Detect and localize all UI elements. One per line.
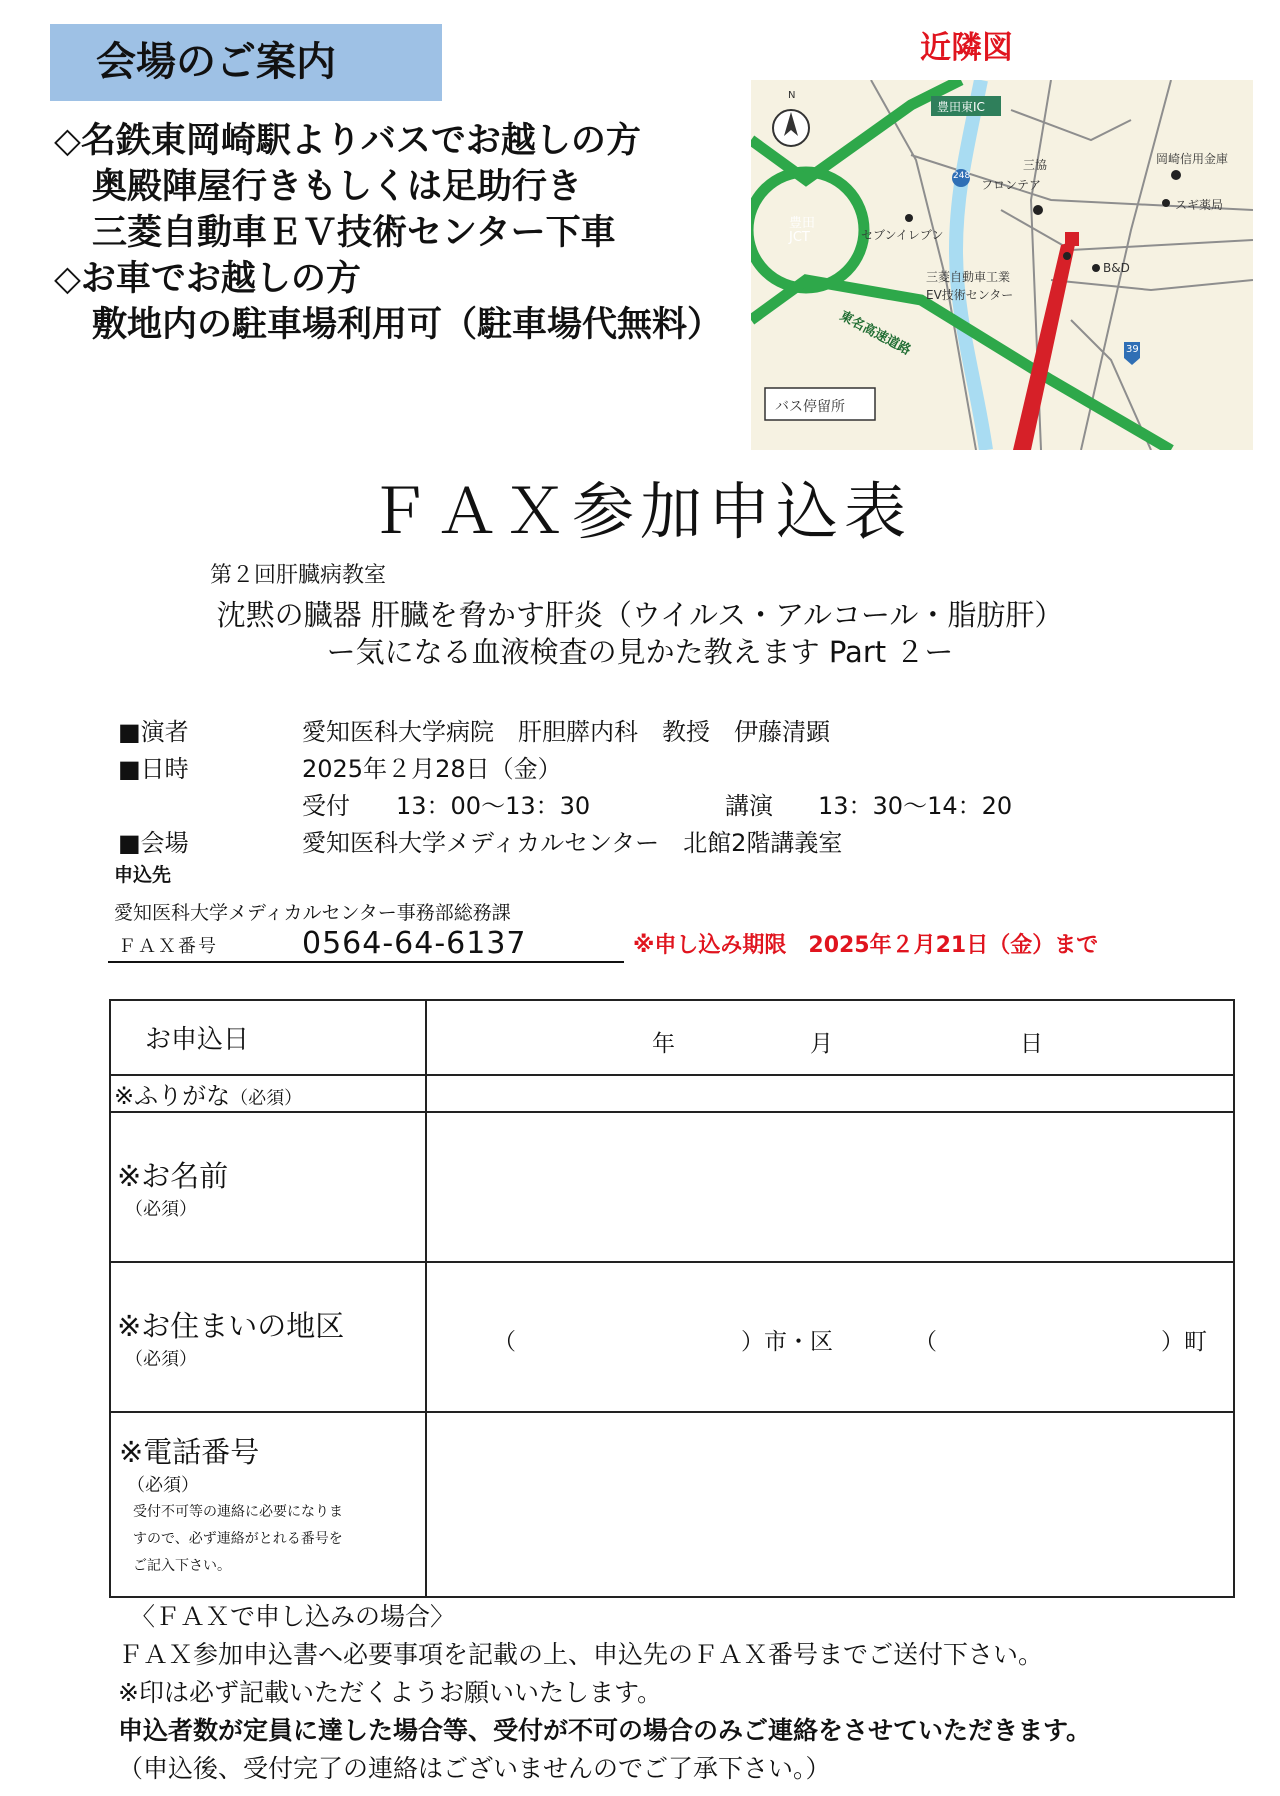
table-row — [110, 1412, 1234, 1597]
reception-time: 13：00〜13：30 — [396, 792, 591, 820]
phone-required: （必須） — [127, 1474, 199, 1496]
table-row — [110, 1112, 1234, 1262]
venue-label: ■会場 — [118, 829, 189, 857]
event-subtitle: ー気になる血液検査の見かた教えます Part ２ー — [326, 635, 954, 669]
okazaki-shinkin-label: 岡崎信用金庫 — [1156, 152, 1229, 166]
address-field[interactable] — [426, 1262, 1234, 1412]
capacity-note: 申込者数が定員に達した場合等、受付が不可の場合のみご連絡をさせていただきます。 — [118, 1716, 1092, 1745]
required-marks-note: ※印は必ず記載いただくようお願いいたします。 — [118, 1678, 662, 1707]
poi-bd — [1092, 264, 1100, 272]
mitsubishi-label-2: EV技術センター — [926, 288, 1014, 302]
frontier-label: フロンテア — [981, 178, 1042, 192]
map-title: 近隣図 — [920, 30, 1013, 66]
phone-label-cell — [110, 1412, 426, 1597]
address-label: ※お住まいの地区 — [117, 1308, 345, 1343]
application-form-table — [109, 999, 1235, 1598]
fax-form-title: ＦＡＸ参加申込表 — [367, 475, 912, 548]
name-field[interactable] — [426, 1112, 1234, 1262]
name-required: （必須） — [125, 1198, 197, 1220]
table-row — [110, 1075, 1234, 1112]
phone-note-line: 受付不可等の連絡に必要になりま — [133, 1503, 343, 1520]
application-date-label-cell — [110, 1000, 426, 1075]
phone-field[interactable] — [426, 1412, 1234, 1597]
address-paren-open-2: （ — [914, 1329, 937, 1355]
speaker-label: ■演者 — [118, 718, 189, 746]
name-label: ※お名前 — [117, 1158, 229, 1193]
map-road — [1051, 280, 1253, 290]
mitsubishi-label-1: 三菱自動車工業 — [926, 270, 1011, 284]
bus-route-line: 奥殿陣屋行きもしくは足助行き — [92, 167, 583, 207]
address-paren-open-1: （ — [493, 1329, 516, 1355]
bus-stop-label: バス停留所 — [775, 399, 845, 415]
phone-note-line: すので、必ず連絡がとれる番号を — [133, 1530, 343, 1547]
phone-label: ※電話番号 — [119, 1434, 260, 1469]
office-name: 愛知医科大学メディカルセンター事務部総務課 — [114, 902, 511, 924]
fax-number-label: ＦＡＸ番号 — [118, 936, 218, 957]
venue-guide-title: 会場のご案内 — [50, 24, 442, 101]
fax-instructions-heading: 〈ＦＡＸで申し込みの場合〉 — [130, 1602, 456, 1631]
address-label-cell — [110, 1262, 426, 1412]
map-river — [956, 80, 986, 450]
lecture-time: 13：30〜14：20 — [818, 792, 1013, 820]
map-graphic — [751, 80, 1253, 450]
address-town: ）町 — [1161, 1329, 1207, 1355]
phone-note-line: ご記入下さい。 — [133, 1557, 231, 1574]
bus-stop-line: 三菱自動車ＥＶ技術センター下車 — [92, 213, 616, 253]
access-by-car-heading: ◇お車でお越しの方 — [54, 259, 361, 299]
neighborhood-map — [751, 80, 1253, 450]
sankyo-label: 三協 — [1023, 158, 1048, 172]
table-row — [110, 1000, 1234, 1075]
furigana-required: （必須） — [230, 1088, 303, 1109]
no-confirmation-note: （申込後、受付完了の連絡はございませんのでご了承下さい。） — [118, 1754, 831, 1783]
furigana-label: ※ふりがな — [114, 1082, 231, 1110]
map-road — [1011, 110, 1131, 140]
year-label: 年 — [652, 1031, 675, 1057]
address-required: （必須） — [125, 1348, 197, 1370]
reception-label: 受付 — [302, 792, 350, 820]
speaker-value: 愛知医科大学病院 肝胆膵内科 教授 伊藤清顕 — [302, 718, 830, 746]
venue-marker-icon — [1065, 232, 1079, 246]
sugi-label: スギ薬局 — [1175, 198, 1224, 212]
poi-seven-eleven — [905, 214, 913, 222]
toyota-east-ic-label: 豊田東IC — [937, 100, 985, 114]
access-by-bus-heading: ◇名鉄東岡崎駅よりバスでお越しの方 — [54, 121, 641, 161]
furigana-field[interactable] — [426, 1075, 1234, 1112]
lecture-label: 講演 — [725, 792, 773, 820]
application-date-field[interactable] — [426, 1000, 1234, 1075]
bd-label: B&D — [1103, 261, 1130, 275]
applicant-label: 申込先 — [114, 864, 172, 886]
poi-sugi — [1162, 199, 1170, 207]
day-label: 日 — [1020, 1031, 1043, 1057]
toyota-jct-label-1: 豊田 — [789, 216, 816, 231]
fax-instructions-line: ＦＡＸ参加申込書へ必要事項を記載の上、申込先のＦＡＸ番号までご送付下さい。 — [118, 1640, 1044, 1669]
month-label: 月 — [810, 1031, 833, 1057]
table-row — [110, 1262, 1234, 1412]
deadline-notice: ※申し込み期限 2025年２月21日（金）まで — [633, 933, 1099, 958]
route-248-label: 248 — [953, 171, 971, 181]
toyota-jct-label-2: JCT — [789, 230, 810, 245]
route-39-label: 39 — [1126, 344, 1139, 355]
tomei-label: 東名高速道路 — [837, 308, 914, 359]
event-title: 沈黙の臓器 肝臓を脅かす肝炎（ウイルス・アルコール・脂肪肝） — [216, 598, 1064, 632]
fax-number: 0564-64-6137 — [302, 926, 527, 961]
date-value: 2025年２月28日（金） — [302, 755, 562, 783]
address-city-ward: ）市・区 — [741, 1329, 833, 1355]
parking-info-line: 敷地内の駐車場利用可（駐車場代無料） — [92, 305, 723, 345]
fax-underline — [108, 961, 624, 963]
poi-mitsubishi — [1063, 252, 1071, 260]
event-series: 第２回肝臓病教室 — [210, 563, 387, 588]
datetime-label: ■日時 — [118, 755, 189, 783]
route-indicator — [1013, 240, 1076, 450]
furigana-label-cell — [110, 1075, 426, 1112]
phone-note — [119, 1499, 425, 1580]
north-label: N — [788, 90, 796, 101]
application-date-label: お申込日 — [145, 1025, 250, 1055]
poi-sankyo-frontier — [1033, 205, 1043, 215]
poi-okazaki-shinkin — [1171, 170, 1181, 180]
venue-value: 愛知医科大学メディカルセンター 北館2階講義室 — [302, 829, 843, 857]
seven-eleven-label: セブンイレブン — [861, 228, 944, 242]
name-label-cell — [110, 1112, 426, 1262]
